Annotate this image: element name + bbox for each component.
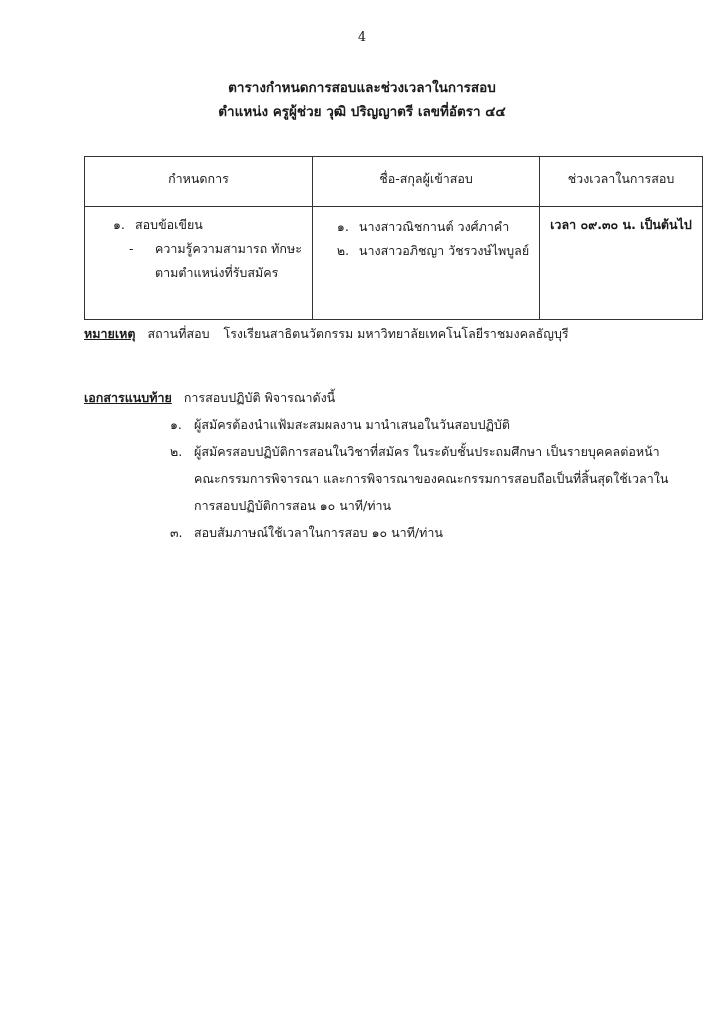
header-exam-time: ช่วงเวลาในการสอบ [540,157,703,207]
schedule-subitem-line1: ความรู้ความสามารถ ทักษะ [155,241,302,256]
schedule-item [95,213,302,237]
appendix-item-number: ๒. [170,444,183,459]
candidate-item [323,239,529,263]
candidate-name: นางสาวณิชกานต์ วงศ์ภาคำ [358,219,510,234]
remark [84,324,569,344]
appendix-item-line: คณะกรรมการพิจารณา และการพิจารณาของคณะกรรมการสอบถือเป็นที่สิ้นสุดใช้เวลาใน [194,471,669,486]
candidate-name: นางสาวอภิชญา วัชรวงษ์ไพบูลย์ [358,243,530,258]
table-header-row [85,157,703,207]
schedule-subitem-line2: ตามตำแหน่งที่รับสมัคร [155,265,279,280]
schedule-subitem [95,237,302,261]
appendix-section [84,384,684,546]
appendix-item [84,519,684,546]
header-schedule: กำหนดการ [85,157,313,207]
exam-time-cell [540,207,703,320]
candidate-item [323,215,529,239]
appendix-item [84,411,684,438]
schedule-subitem-cont [95,261,302,285]
appendix-item-line: การสอบปฏิบัติการสอน ๑๐ นาที/ท่าน [194,498,392,513]
appendix-item-number: ๓. [170,525,183,540]
schedule-item-number: ๑. [113,217,125,232]
remark-location: โรงเรียนสาธิตนวัตกรรม มหาวิทยาลัยเทคโนโลยีราชมงคลธัญบุรี [223,326,569,341]
remark-label: หมายเหตุ [84,326,136,341]
schedule-cell [85,207,313,320]
candidates-cell [312,207,539,320]
schedule-subitem-dash: - [129,241,134,256]
appendix-item-line: ผู้สมัครสอบปฏิบัติการสอนในวิชาที่สมัคร ในระดับชั้นประถมศึกษา เป็นรายบุคคลต่อหน้า [194,444,660,459]
appendix-header [84,384,684,411]
appendix-item-line: สอบสัมภาษณ์ใช้เวลาในการสอบ ๑๐ นาที/ท่าน [194,525,443,540]
appendix-intro: การสอบปฏิบัติ พิจารณาดังนี้ [183,390,336,405]
header-candidates: ชื่อ-สกุลผู้เข้าสอบ [312,157,539,207]
candidate-number: ๒. [336,243,350,258]
appendix-item-line: ผู้สมัครต้องนำแฟ้มสะสมผลงาน มานำเสนอในวันสอบปฏิบัติ [194,417,510,432]
candidate-number: ๑. [336,219,349,234]
exam-schedule-table [84,156,703,320]
appendix-item [84,438,684,519]
page-number: 4 [357,30,367,45]
document-title: ตารางกำหนดการสอบและช่วงเวลาในการสอบ [228,80,496,96]
table-row [85,207,703,320]
appendix-item-number: ๑. [170,417,182,432]
exam-time: เวลา ๐๙.๓๐ น. เป็นต้นไป [550,217,692,232]
remark-prefix: สถานที่สอบ [147,326,210,341]
appendix-label: เอกสารแนบท้าย [84,390,172,405]
schedule-item-text: สอบข้อเขียน [135,217,203,232]
document-subtitle: ตำแหน่ง ครูผู้ช่วย วุฒิ ปริญญาตรี เลขที่อัตรา ๔๔ [218,104,506,120]
